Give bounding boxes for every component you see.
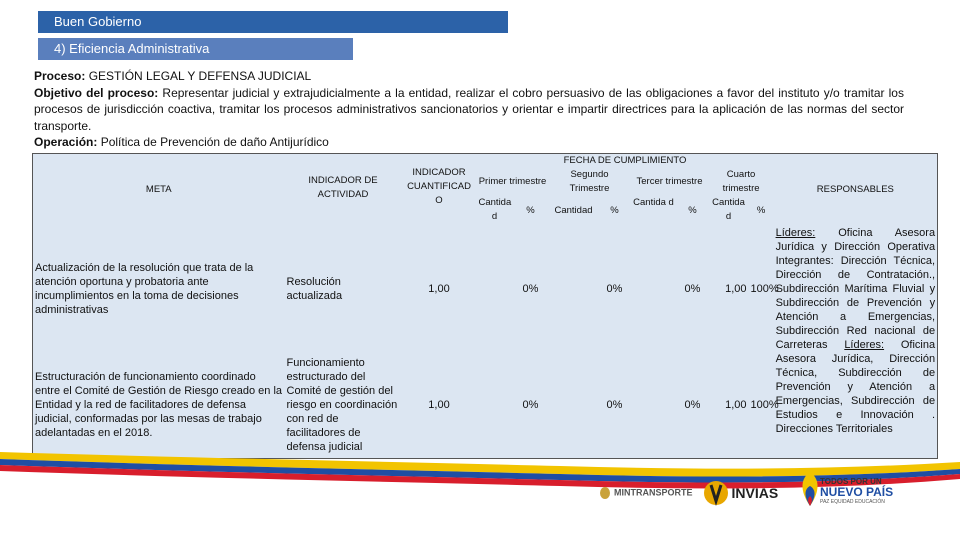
header-q4-cantidad: Cantida d <box>712 197 745 222</box>
lideres1-value: Oficina Asesora Jurídica y Dirección Operativa <box>775 227 936 253</box>
process-description <box>34 68 904 151</box>
proceso-value: GESTIÓN LEGAL Y DEFENSA JUDICIAL <box>88 69 312 83</box>
header-q2-pct: % <box>610 205 619 216</box>
row1-meta: Actualización de la resolución que trata de la atención oportuna y probatoria ante incumplimientos en la toma de decisiones administrativas <box>35 262 254 316</box>
header-row-top <box>33 154 938 169</box>
row1-indicador: Resolución actualizada <box>286 276 343 302</box>
header-q1-pct: % <box>526 205 535 216</box>
operacion-value: Política de Prevención de daño Antijurídico <box>100 135 329 149</box>
row1-cuantificado: 1,00 <box>428 283 450 295</box>
row2-q4-cantidad: 1,00 <box>725 398 747 411</box>
header-q3: Tercer trimestre <box>636 176 703 187</box>
subsection-title: 4) Eficiencia Administrativa <box>54 41 210 56</box>
lideres2-label: Líderes: <box>844 339 885 351</box>
header-meta: META <box>145 184 172 195</box>
row2-meta: Estructuración de funcionamiento coordinado entre el Comité de Gestión de Riesgo creado en la Entidad y la red de facilitadores de defensa judicial, conformadas por las mesas de trabajo adelantadas en el 2018. <box>35 370 283 439</box>
header-q2: Segundo Trimestre <box>569 169 610 194</box>
mintransporte-logo: MINTRANSPORTE <box>600 487 693 499</box>
row2-q1-cantidad <box>477 352 513 458</box>
table-row <box>33 226 938 352</box>
row1-q4-cantidad: 1,00 <box>725 283 747 295</box>
objetivo-label: Objetivo del proceso: <box>34 85 159 100</box>
integrantes-label: Integrantes: <box>775 255 834 267</box>
header-indicador-actividad: INDICADOR DE ACTIVIDAD <box>308 175 378 200</box>
invias-logo: INVIAS <box>703 480 778 506</box>
row2-q2-pct: 0% <box>606 398 623 411</box>
row2-q3-cantidad <box>631 352 677 458</box>
row1-q3-pct: 0% <box>684 283 701 295</box>
lideres2-value: Oficina Asesora Jurídica, Dirección Técnica, Subdirección de Prevención y Atención a Emergencias, Subdirección de Estudios e Innovación . Direcciones Territoriales <box>775 339 936 435</box>
shield-icon <box>600 487 610 499</box>
integrantes-value: Dirección Técnica, Dirección de Contratación., Subdirección Marítima Fluvial y Subdirección de Prevención y Atención a Emergencias, Subdirección Red nacional de Carreteras <box>775 255 936 351</box>
row2-q3-pct: 0% <box>684 398 701 411</box>
row1-q3-cantidad <box>631 226 677 352</box>
operacion-label: Operación: <box>34 135 98 149</box>
compliance-table <box>32 153 938 459</box>
header-q4: Cuarto trimestre <box>722 169 760 194</box>
header-fecha-cumplimiento: FECHA DE CUMPLIMIENTO <box>563 155 687 166</box>
todos-por-un-nuevo-pais-logo: TODOS POR UN NUEVO PAÍS PAZ EQUIDAD EDUCACIÓN <box>820 477 894 505</box>
header-responsables: RESPONSABLES <box>816 184 894 195</box>
row1-q1-pct: 0% <box>522 283 539 295</box>
header-indicador-cuantificado: INDICADOR CUANTIFICAD O <box>407 167 471 206</box>
header-q1-cantidad: Cantida d <box>478 197 512 222</box>
header-q1: Primer trimestre <box>478 176 547 187</box>
row1-q2-pct: 0% <box>606 283 623 295</box>
section-title: Buen Gobierno <box>54 14 142 29</box>
objetivo-value: Representar judicial y extrajudicialmente a la entidad, realizar el cobro persuasivo de las obligaciones a favor del instituto y/o tramitar los procesos de jurisdicción coactiva, tramitar los procesos administrativos sancionatorios y orientar e impartir directrices para la aplicación de las normas del sector transporte. <box>34 85 904 133</box>
row2-q4-pct: 100% <box>750 398 779 411</box>
row2-q1-pct: 0% <box>522 398 539 411</box>
proceso-label: Proceso: <box>34 69 86 83</box>
row2-indicador: Funcionamiento estructurado del Comité de gestión del riesgo en coordinación con red de facilitadores de defensa judicial <box>286 356 398 453</box>
invias-emblem-icon <box>703 480 729 506</box>
header-q3-pct: % <box>688 205 697 216</box>
row1-q2-cantidad <box>549 226 599 352</box>
row2-cuantificado: 1,00 <box>428 398 450 411</box>
header-q3-cantidad: Cantida d <box>633 197 674 208</box>
row1-q4-pct: 100% <box>750 283 779 295</box>
lideres1-label: Líderes: <box>775 227 816 239</box>
header-q4-pct: % <box>756 205 766 216</box>
subsection-title-bar <box>38 38 353 60</box>
row1-q1-cantidad <box>477 226 513 352</box>
responsables-cell <box>774 226 938 458</box>
header-q2-cantidad: Cantidad <box>554 205 593 216</box>
section-title-bar <box>38 11 508 33</box>
row2-q2-cantidad <box>549 352 599 458</box>
